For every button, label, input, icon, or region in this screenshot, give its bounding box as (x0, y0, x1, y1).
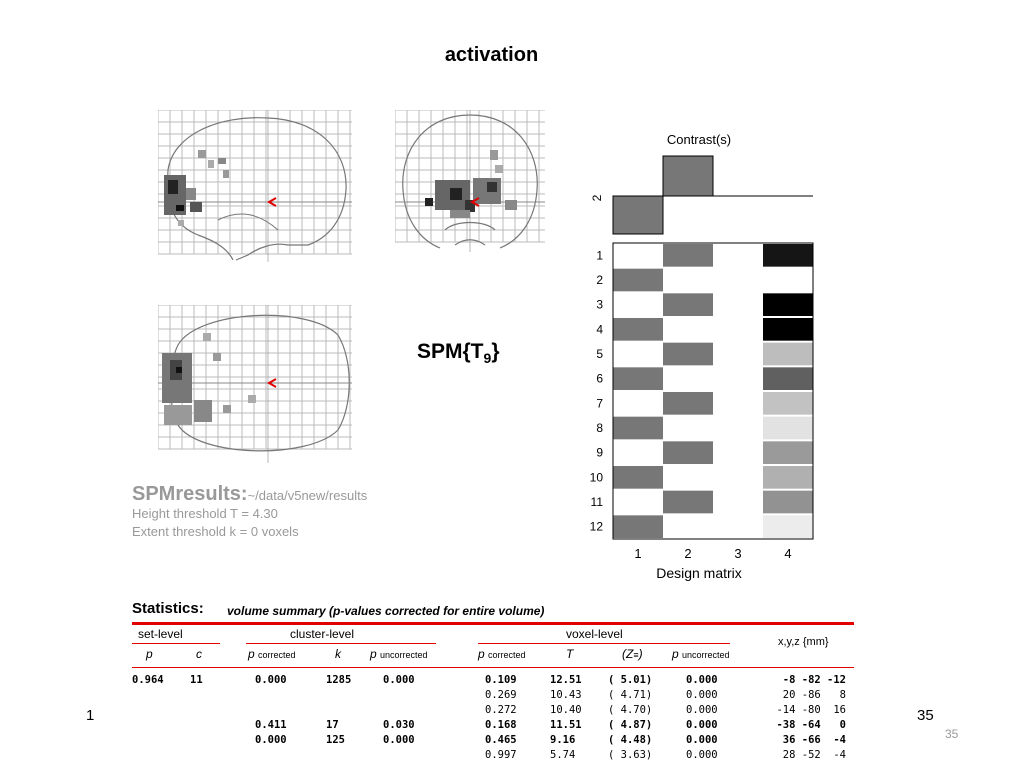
design-cell-r4-c2 (663, 318, 713, 341)
statistics-header-rule (132, 667, 854, 668)
design-cell-r9-c1 (613, 441, 663, 464)
design-cell-r8-c4 (763, 417, 813, 440)
design-cell-r2-c1 (613, 269, 663, 292)
design-cell-r5-c1 (613, 343, 663, 366)
set-level-rule (132, 643, 220, 644)
design-cell-r11-c1 (613, 491, 663, 514)
design-row-label: 9 (596, 445, 603, 460)
design-row-label: 1 (596, 248, 603, 263)
statistics-heading: Statistics: (132, 600, 204, 617)
design-cell-r8-c2 (663, 417, 713, 440)
col-cluster-pcorr: p corrected (248, 647, 296, 661)
contrast-title: Contrast(s) (666, 132, 732, 147)
statistics-subtitle: volume summary (p-values corrected for entire volume) (227, 604, 545, 618)
col-voxel-pcorr: p corrected (478, 647, 526, 661)
stats-cell-v_Z: ( 5.01) (608, 674, 653, 686)
xyz-header: x,y,z {mm} (778, 636, 829, 648)
col-cluster-k: k (335, 647, 341, 661)
stats-cell-v_Z: ( 4.71) (608, 689, 653, 701)
stats-cell-cl_k: 1285 (326, 674, 352, 686)
design-row-label: 5 (596, 347, 603, 361)
stats-cell-v_pc: 0.168 (485, 719, 517, 731)
design-cell-r9-c3 (713, 441, 763, 464)
design-cell-r7-c1 (613, 392, 663, 415)
design-cell-r1-c3 (713, 244, 763, 267)
design-cell-r1-c1 (613, 244, 663, 267)
spm-statistic-label (417, 340, 500, 366)
design-cell-r6-c3 (713, 367, 763, 390)
stats-cell-v_pc: 0.465 (485, 734, 517, 746)
glass-brain-axial (158, 305, 352, 463)
glass-brain-sagittal (158, 110, 352, 262)
sagittal-grid (158, 110, 352, 254)
design-row-label: 10 (589, 470, 603, 485)
stats-cell-xyz: 28 -52 -4 (782, 749, 846, 761)
design-cell-r3-c3 (713, 293, 763, 316)
stats-cell-v_T: 9.16 (550, 734, 576, 746)
design-col-label: 1 (634, 546, 642, 561)
stats-cell-v_pu: 0.000 (686, 674, 718, 686)
stats-cell-cl_pu: 0.000 (383, 734, 415, 746)
design-col-label: 3 (734, 546, 742, 561)
design-cell-r10-c1 (613, 466, 663, 489)
design-cell-r2-c2 (663, 269, 713, 292)
stats-cell-v_Z: ( 4.70) (608, 704, 653, 716)
design-row-label: 11 (590, 495, 603, 509)
slide-left-number: 1 (86, 707, 95, 724)
design-cell-r3-c2 (663, 293, 713, 316)
glass-brain-coronal (395, 110, 545, 252)
design-row-label: 12 (589, 519, 603, 534)
stats-cell-xyz: 36 -66 -4 (782, 734, 846, 746)
stats-cell-v_pc: 0.997 (485, 749, 517, 761)
stats-cell-xyz: 20 -86 8 (782, 689, 846, 701)
stats-cell-v_T: 10.43 (550, 689, 582, 701)
design-matrix-col-labels (634, 546, 791, 561)
design-cell-r3-c4 (763, 293, 813, 316)
stats-cell-v_Z: ( 3.63) (608, 749, 653, 761)
spm-results-info (132, 485, 367, 541)
stats-cell-cl_pc: 0.000 (255, 734, 287, 746)
col-voxel-Z: (Z≡) (622, 647, 643, 661)
design-cell-r12-c3 (713, 515, 763, 538)
design-row-label: 2 (596, 273, 603, 287)
stats-cell-set_c: 11 (190, 674, 203, 686)
design-cell-r8-c1 (613, 417, 663, 440)
contrast-plot (585, 150, 815, 238)
stats-cell-v_Z: ( 4.48) (608, 734, 653, 746)
design-cell-r8-c3 (713, 417, 763, 440)
stats-cell-v_pu: 0.000 (686, 719, 718, 731)
design-cell-r6-c2 (663, 367, 713, 390)
results-heading: SPMresults: (132, 483, 248, 505)
stats-cell-v_T: 5.74 (550, 749, 576, 761)
design-col-label: 4 (784, 546, 792, 561)
voxel-level-rule (478, 643, 730, 644)
stats-cell-xyz: -38 -64 0 (776, 719, 846, 731)
design-cell-r9-c2 (663, 441, 713, 464)
design-matrix-row-labels (590, 248, 604, 533)
col-cluster-punc: p uncorrected (370, 647, 428, 661)
stats-cell-v_pc: 0.109 (485, 674, 517, 686)
design-cell-r2-c3 (713, 269, 763, 292)
figure-title: activation (444, 44, 539, 66)
col-set-c: c (196, 647, 202, 661)
stats-cell-set_p: 0.964 (132, 674, 164, 686)
design-cell-r10-c4 (763, 466, 813, 489)
spm-label-text: SPM{T (417, 340, 484, 363)
set-level-header: set-level (138, 627, 183, 641)
stats-cell-cl_pu: 0.030 (383, 719, 415, 731)
spm-label-sub: 9 (483, 350, 492, 367)
stats-cell-cl_k: 17 (326, 719, 339, 731)
design-cell-r2-c4 (763, 269, 813, 292)
design-row-label: 8 (596, 421, 603, 435)
cluster-level-rule (246, 643, 436, 644)
design-cell-r4-c1 (613, 318, 663, 341)
height-threshold: Height threshold T = 4.30 (132, 506, 278, 521)
design-matrix (585, 240, 820, 565)
results-path: ~/data/v5new/results (247, 488, 368, 503)
spm-label-close: } (491, 340, 500, 363)
design-cell-r3-c1 (613, 293, 663, 316)
design-cell-r6-c4 (763, 367, 813, 390)
design-cell-r11-c4 (763, 491, 813, 514)
design-matrix-rows (613, 244, 813, 538)
slide-corner-number: 35 (945, 727, 959, 741)
design-cell-r10-c2 (663, 466, 713, 489)
design-cell-r7-c4 (763, 392, 813, 415)
design-cell-r5-c3 (713, 343, 763, 366)
design-row-label: 7 (596, 396, 603, 411)
stats-cell-v_pc: 0.272 (485, 704, 517, 716)
stats-cell-xyz: -8 -82 -12 (782, 674, 846, 686)
contrast-bar-1 (613, 196, 663, 234)
design-cell-r12-c4 (763, 515, 813, 538)
design-cell-r1-c2 (663, 244, 713, 267)
design-cell-r9-c4 (763, 441, 813, 464)
design-matrix-label: Design matrix (656, 565, 742, 581)
design-cell-r12-c1 (613, 515, 663, 538)
stats-cell-v_pc: 0.269 (485, 689, 517, 701)
stats-cell-xyz: -14 -80 16 (776, 704, 846, 716)
design-cell-r5-c2 (663, 343, 713, 366)
design-cell-r5-c4 (763, 343, 813, 366)
cluster-level-header: cluster-level (290, 627, 355, 641)
design-cell-r6-c1 (613, 367, 663, 390)
stats-cell-v_T: 12.51 (550, 674, 582, 686)
design-row-label: 3 (596, 297, 603, 312)
stats-cell-cl_k: 125 (326, 734, 345, 746)
sagittal-activation (164, 150, 229, 226)
stats-cell-v_T: 10.40 (550, 704, 582, 716)
stats-cell-cl_pc: 0.000 (255, 674, 287, 686)
col-voxel-punc: p uncorrected (672, 647, 730, 661)
design-cell-r7-c2 (663, 392, 713, 415)
slide-right-number: 35 (917, 707, 934, 724)
contrast-bar-2 (663, 156, 713, 196)
stats-cell-v_pu: 0.000 (686, 704, 718, 716)
design-row-label: 4 (596, 322, 603, 337)
design-cell-r1-c4 (763, 244, 813, 267)
stats-cell-v_pu: 0.000 (686, 749, 718, 761)
design-row-label: 6 (596, 371, 603, 386)
col-voxel-T: T (566, 647, 574, 661)
design-cell-r10-c3 (713, 466, 763, 489)
stats-cell-v_Z: ( 4.87) (608, 719, 653, 731)
extent-threshold: Extent threshold k = 0 voxels (132, 524, 299, 539)
voxel-level-header: voxel-level (566, 627, 623, 641)
design-cell-r4-c4 (763, 318, 813, 341)
design-col-label: 2 (684, 546, 692, 561)
stats-cell-cl_pu: 0.000 (383, 674, 415, 686)
design-cell-r11-c2 (663, 491, 713, 514)
stats-cell-cl_pc: 0.411 (255, 719, 287, 731)
stats-cell-v_pu: 0.000 (686, 689, 718, 701)
design-cell-r7-c3 (713, 392, 763, 415)
design-cell-r4-c3 (713, 318, 763, 341)
stats-cell-v_T: 11.51 (550, 719, 582, 731)
statistics-top-rule (132, 622, 854, 625)
col-set-p: p (146, 647, 153, 661)
contrast-row-label: 2 (590, 194, 604, 202)
stats-cell-v_pu: 0.000 (686, 734, 718, 746)
design-cell-r12-c2 (663, 515, 713, 538)
design-cell-r11-c3 (713, 491, 763, 514)
